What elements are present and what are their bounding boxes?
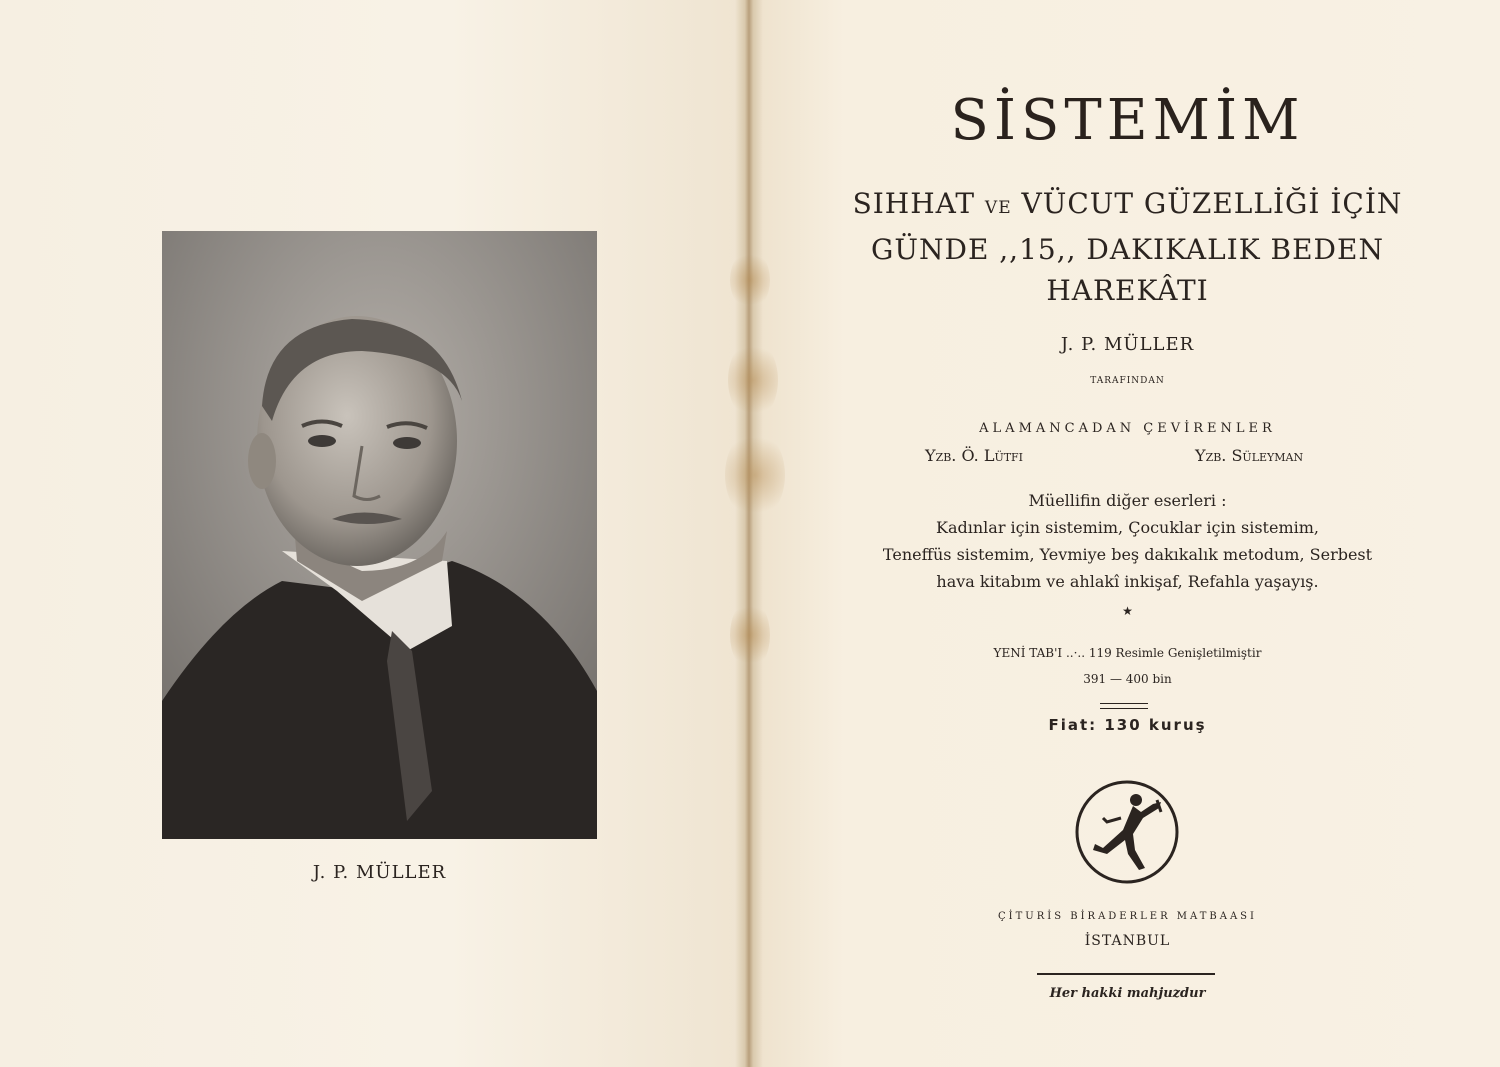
rights-notice: Her hakki mahjuzdur: [1049, 986, 1206, 1001]
subtitle-part-b: VÜCUT GÜZELLİĞİ İÇİN: [1021, 187, 1403, 220]
edition-line: YENİ TAB'I ..·.. 119 Resimle Genişletilmiştir: [993, 646, 1262, 660]
other-works-line: Teneffüs sistemim, Yevmiye beş dakıkalık metodum, Serbest: [882, 545, 1373, 564]
star-ornament: ★: [1122, 604, 1133, 618]
other-works: [755, 487, 1500, 595]
other-works-line: hava kitabım ve ahlakî inkişaf, Refahla yaşayış.: [936, 572, 1319, 591]
other-works-heading: Müellifin diğer eserleri :: [1028, 491, 1227, 510]
translator-2: Yzb. Süleyman: [1195, 446, 1304, 465]
city: İSTANBUL: [1084, 933, 1171, 949]
other-works-line: Kadınlar için sistemim, Çocuklar için sistemim,: [936, 518, 1319, 537]
price: Fiat: 130 kuruş: [1048, 716, 1207, 734]
single-rule: [1037, 973, 1215, 975]
book-title: SİSTEMİM: [950, 88, 1305, 153]
by-label: TARAFINDAN: [1090, 376, 1165, 386]
translators-heading: ALAMANCADAN ÇEVİRENLER: [979, 421, 1276, 436]
runner-emblem-icon: [1073, 778, 1181, 886]
translator-1: Yzb. Ö. Lütfi: [925, 446, 1024, 465]
edition-line: 391 — 400 bin: [1083, 672, 1172, 686]
subtitle-ve: VE: [984, 198, 1012, 218]
double-rule: [1100, 703, 1148, 709]
subtitle-line-3: HAREKÂTI: [1046, 274, 1209, 307]
subtitle-line-2: GÜNDE ,,15,, DAKIKALIK BEDEN: [871, 233, 1384, 266]
author-portrait: [162, 231, 597, 839]
book-subtitle: [755, 183, 1500, 311]
subtitle-part-a: SIHHAT: [852, 187, 976, 220]
author-name: J. P. MÜLLER: [1060, 334, 1195, 355]
printer-name: ÇİTURİS BİRADERLER MATBAASI: [998, 911, 1257, 922]
portrait-caption: J. P. MÜLLER: [312, 862, 447, 883]
subtitle-line-1: [755, 183, 1500, 229]
edition-info: [755, 640, 1500, 692]
